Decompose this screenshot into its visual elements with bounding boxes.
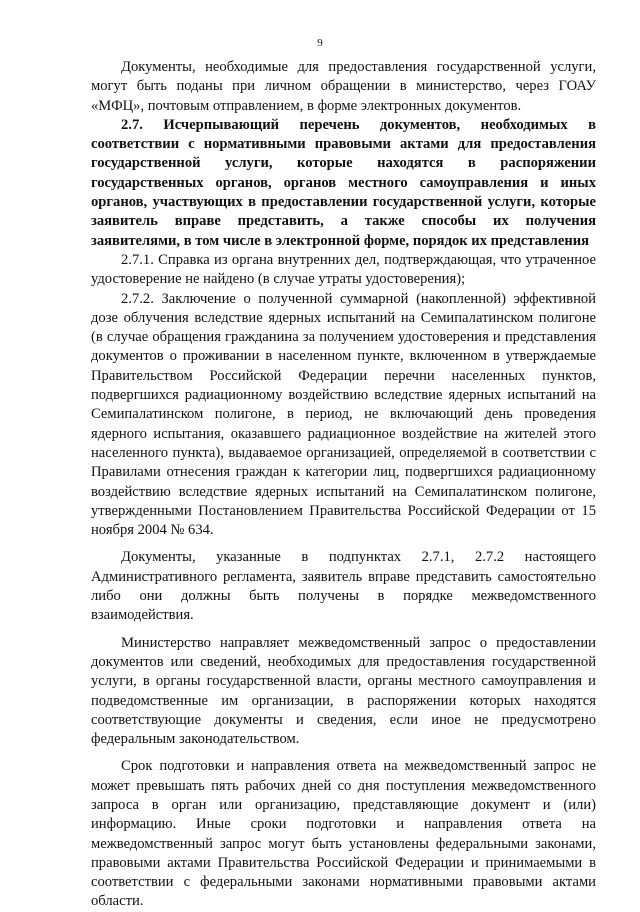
section-heading-2-7: 2.7. Исчерпывающий перечень документов, необходимых в соответствии с нормативными правовыми актами для предоставления государственной услуги, которые находятся в распоряжении государственных органов, органов местного самоуправления и иных органов, участвующих в предоставлении государственной услуги, которые заявитель вправе представить, а также способы их получения заявителями, в том числе в электронной форме, порядок их представления <box>91 116 596 249</box>
paragraph-2-7-1: 2.7.1. Справка из органа внутренних дел, подтверждающая, что утраченное удостоверение не найдено (в случае утраты удостоверения); <box>91 251 596 288</box>
paragraph-response-deadline: Срок подготовки и направления ответа на межведомственный запрос не может превышать пять рабочих дней со дня поступления межведомственного запроса в орган или организацию, представляющие документ и (или) информацию. Иные сроки подготовки и направления ответа на межведомственный запрос могут быть установлены федеральными законами, правовыми актами Правительства Российской Федерации и принимаемыми в соответствии с федеральными законами нормативными правовыми актами области. <box>91 758 596 910</box>
paragraph-documents-specified: Документы, указанные в подпунктах 2.7.1, 2.7.2 настоящего Административного регламента, заявитель вправе представить самостоятельно либо они должны быть получены в порядке межведомственного взаимодействия. <box>91 549 596 624</box>
paragraph-submission-methods: Документы, необходимые для предоставления государственной услуги, могут быть поданы при личном обращении в министерство, через ГОАУ «МФЦ», почтовым отправлением, в форме электронных документов. <box>91 59 596 114</box>
page-number: 9 <box>317 37 323 49</box>
document-body <box>91 58 596 912</box>
paragraph-interagency-request: Министерство направляет межведомственный запрос о предоставлении документов или сведений, необходимых для предоставления государственной услуги, в органы государственной власти, органы местного самоуправления и подведомственные им организации, в распоряжении которых находятся соответствующие документы и сведения, если иное не предусмотрено федеральным законодательством. <box>91 634 596 748</box>
paragraph-2-7-2: 2.7.2. Заключение о полученной суммарной (накопленной) эффективной дозе облучения вследствие ядерных испытаний на Семипалатинском полигоне (в случае обращения гражданина за получением удостоверения и представления документов о проживании в населенном пункте, включенном в утверждаемые Правительством Российской Федерации перечни населенных пунктов, подвергшихся радиационному воздействию вследствие ядерных испытаний на Семипалатинском полигоне, в период, не включающий день проведения ядерного испытания, оказавшего радиационное воздействие на жителей этого населенного пункта), выдаваемое организацией, определяемой в соответствии с Правилами отнесения граждан к категории лиц, подвергшихся радиационному воздействию вследствие ядерных испытаний на Семипалатинском полигоне, утвержденными Постановлением Правительства Российской Федерации от 15 ноября 2004 № 634. <box>91 290 596 539</box>
